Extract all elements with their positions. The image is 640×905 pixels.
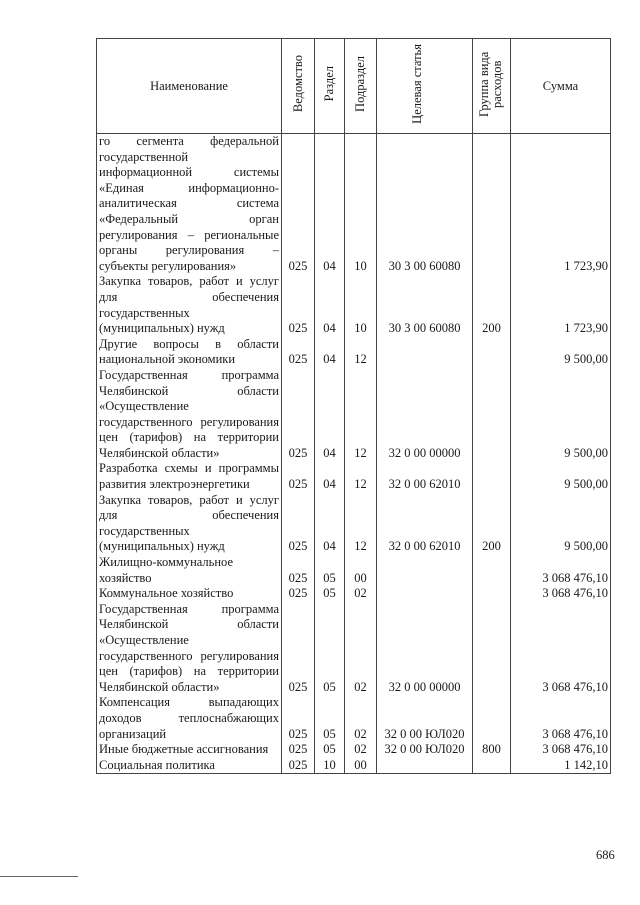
table-row: [97, 758, 611, 774]
cell-razdel: 04: [315, 274, 345, 336]
cell-cel: 32 0 00 00000: [377, 602, 473, 696]
cell-name: Государственная программа Челябинской области «Осуществление государственного регулирования цен (тарифов) на территории Челябинской области»: [97, 368, 282, 462]
table-row: [97, 461, 611, 492]
cell-name: Государственная программа Челябинской области «Осуществление государственного регулирования цен (тарифов) на территории Челябинской области»: [97, 602, 282, 696]
cell-podrazdel: 02: [345, 602, 377, 696]
cell-razdel: 04: [315, 337, 345, 368]
table-row: [97, 134, 611, 275]
cell-cel: 32 0 00 62010: [377, 461, 473, 492]
cell-razdel: 04: [315, 134, 345, 275]
header-sum: Сумма: [511, 39, 611, 134]
header-podrazdel: Подраздел: [345, 39, 377, 134]
cell-ved: 025: [282, 555, 315, 586]
cell-grp: [473, 758, 511, 774]
cell-podrazdel: 12: [345, 368, 377, 462]
cell-podrazdel: 02: [345, 695, 377, 742]
cell-grp: [473, 602, 511, 696]
cell-cel: 32 0 00 62010: [377, 493, 473, 555]
cell-grp: 200: [473, 274, 511, 336]
cell-grp: [473, 134, 511, 275]
cell-name: Иные бюджетные ассигнования: [97, 742, 282, 758]
table-row: [97, 555, 611, 586]
cell-ved: 025: [282, 134, 315, 275]
cell-ved: 025: [282, 368, 315, 462]
cell-grp: [473, 586, 511, 602]
cell-ved: 025: [282, 493, 315, 555]
cell-ved: 025: [282, 337, 315, 368]
cell-grp: [473, 695, 511, 742]
cell-sum: 1 723,90: [511, 274, 611, 336]
cell-name: Другие вопросы в области национальной экономики: [97, 337, 282, 368]
cell-ved: 025: [282, 602, 315, 696]
cell-name: Закупка товаров, работ и услуг для обеспечения государственных (муниципальных) нужд: [97, 274, 282, 336]
cell-sum: 1 142,10: [511, 758, 611, 774]
cell-cel: 32 0 00 ЮЛ020: [377, 695, 473, 742]
cell-razdel: 05: [315, 586, 345, 602]
cell-cel: 32 0 00 ЮЛ020: [377, 742, 473, 758]
cell-ved: 025: [282, 586, 315, 602]
cell-cel: 32 0 00 00000: [377, 368, 473, 462]
cell-grp: [473, 337, 511, 368]
cell-name: Жилищно-коммунальное хозяйство: [97, 555, 282, 586]
cell-podrazdel: 00: [345, 758, 377, 774]
cell-cel: [377, 555, 473, 586]
cell-sum: 9 500,00: [511, 461, 611, 492]
cell-name: Компенсация выпадающих доходов теплоснабжающих организаций: [97, 695, 282, 742]
table-row: [97, 368, 611, 462]
table-row: [97, 602, 611, 696]
header-razdel: Раздел: [315, 39, 345, 134]
header-grp: Группа вида расходов: [473, 39, 511, 134]
header-ved: Ведомство: [282, 39, 315, 134]
cell-podrazdel: 10: [345, 274, 377, 336]
budget-table: [96, 38, 611, 774]
cell-sum: 3 068 476,10: [511, 742, 611, 758]
cell-cel: 30 3 00 60080: [377, 134, 473, 275]
cell-sum: 9 500,00: [511, 493, 611, 555]
cell-grp: 200: [473, 493, 511, 555]
cell-podrazdel: 02: [345, 586, 377, 602]
cell-ved: 025: [282, 274, 315, 336]
cell-sum: 1 723,90: [511, 134, 611, 275]
cell-podrazdel: 12: [345, 493, 377, 555]
cell-razdel: 04: [315, 368, 345, 462]
cell-razdel: 05: [315, 602, 345, 696]
page-number: 686: [596, 848, 615, 862]
cell-ved: 025: [282, 758, 315, 774]
cell-podrazdel: 12: [345, 461, 377, 492]
cell-razdel: 04: [315, 461, 345, 492]
cell-ved: 025: [282, 742, 315, 758]
cell-sum: 3 068 476,10: [511, 695, 611, 742]
cell-grp: [473, 368, 511, 462]
cell-razdel: 05: [315, 742, 345, 758]
table-row: [97, 274, 611, 336]
cell-podrazdel: 10: [345, 134, 377, 275]
table-row: [97, 337, 611, 368]
cell-sum: 3 068 476,10: [511, 586, 611, 602]
cell-ved: 025: [282, 695, 315, 742]
cell-name: Закупка товаров, работ и услуг для обеспечения государственных (муниципальных) нужд: [97, 493, 282, 555]
cell-cel: 30 3 00 60080: [377, 274, 473, 336]
cell-grp: [473, 555, 511, 586]
table-row: [97, 493, 611, 555]
cell-grp: 800: [473, 742, 511, 758]
cell-sum: 9 500,00: [511, 337, 611, 368]
cell-name: Разработка схемы и программы развития электроэнергетики: [97, 461, 282, 492]
cell-name: Социальная политика: [97, 758, 282, 774]
table-header-row: [97, 39, 611, 134]
cell-sum: 9 500,00: [511, 368, 611, 462]
cell-cel: [377, 586, 473, 602]
cell-ved: 025: [282, 461, 315, 492]
cell-podrazdel: 02: [345, 742, 377, 758]
cell-razdel: 10: [315, 758, 345, 774]
cell-razdel: 05: [315, 555, 345, 586]
cell-razdel: 05: [315, 695, 345, 742]
footer-divider: [0, 876, 78, 877]
table-row: [97, 695, 611, 742]
header-cel: Целевая статья: [377, 39, 473, 134]
header-name: Наименование: [97, 39, 282, 134]
cell-podrazdel: 00: [345, 555, 377, 586]
table-row: [97, 742, 611, 758]
cell-podrazdel: 12: [345, 337, 377, 368]
cell-cel: [377, 337, 473, 368]
cell-cel: [377, 758, 473, 774]
cell-razdel: 04: [315, 493, 345, 555]
cell-name: го сегмента федеральной государственной информационной системы «Единая информационно-аналитическая система «Федеральный орган регулирования – региональные органы регулирования – субъекты регулирования»: [97, 134, 282, 275]
cell-sum: 3 068 476,10: [511, 602, 611, 696]
table-row: [97, 586, 611, 602]
cell-name: Коммунальное хозяйство: [97, 586, 282, 602]
cell-sum: 3 068 476,10: [511, 555, 611, 586]
cell-grp: [473, 461, 511, 492]
